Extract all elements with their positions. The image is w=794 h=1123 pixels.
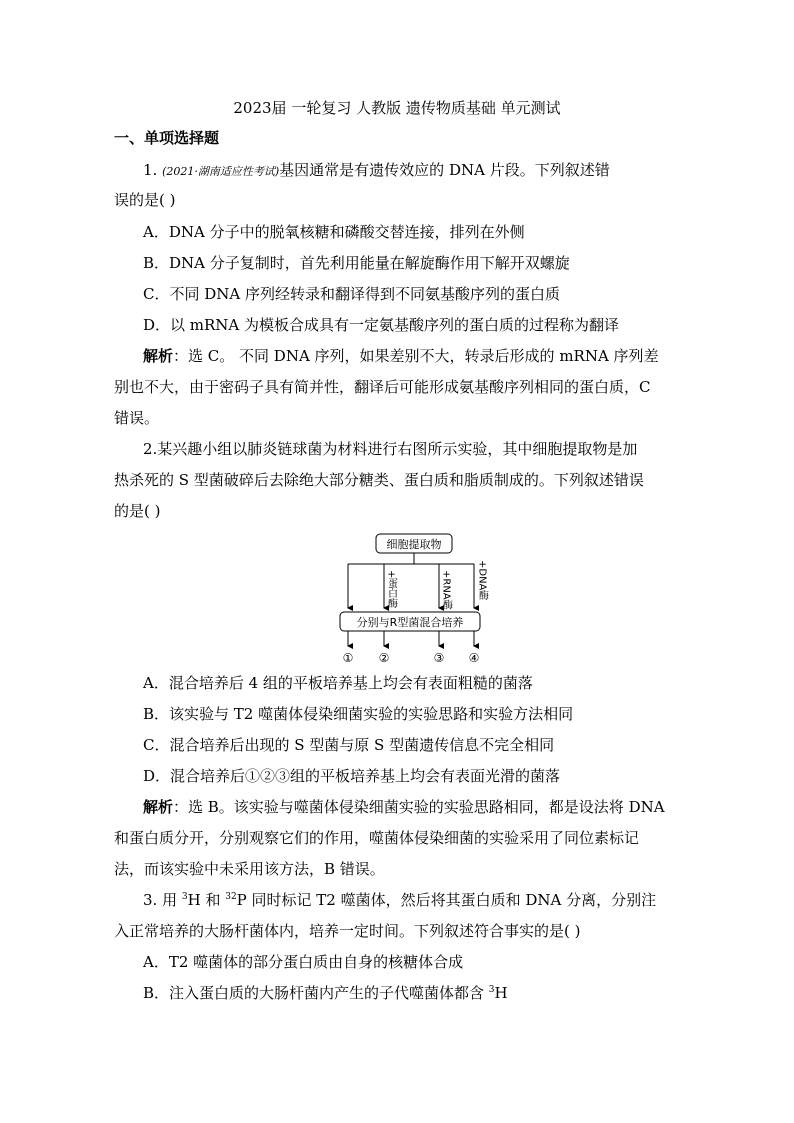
question-1-stem xyxy=(143,160,709,182)
branch-label-rnase: +RNA酶 xyxy=(440,570,452,610)
question-3-stem-1 xyxy=(143,890,709,910)
experiment-diagram-svg xyxy=(336,530,506,668)
output-label-2: ② xyxy=(378,651,390,665)
top-box-label: 细胞提取物 xyxy=(386,538,442,551)
q3-option-b-text: B．注入蛋白质的大肠杆菌内产生的子代噬菌体都含 xyxy=(143,984,489,1002)
output-label-3: ③ xyxy=(433,651,445,665)
q3-option-b-sup: 3 xyxy=(488,985,495,995)
q3-sup-p: 32 xyxy=(225,892,237,902)
q2-option-b: B．该实验与 T2 噬菌体侵染细菌实验的实验思路和实验方法相同 xyxy=(143,705,574,723)
q2-option-c: C．混合培养后出现的 S 型菌与原 S 型菌遗传信息不完全相同 xyxy=(143,736,555,754)
q1-option-a: A．DNA 分子中的脱氧核糖和磷酸交替连接，排列在外侧 xyxy=(143,223,525,241)
q3-sup-h: 3 xyxy=(181,892,188,902)
q2-analysis-1 xyxy=(143,797,709,817)
page-title: 2023届 一轮复习 人教版 遗传物质基础 单元测试 xyxy=(233,99,561,117)
question-1-source: (2021·湖南适应性考试) xyxy=(162,165,280,178)
output-label-4: ④ xyxy=(468,651,480,665)
q1-option-c: C．不同 DNA 序列经转录和翻译得到不同氨基酸序列的蛋白质 xyxy=(143,285,560,303)
branch-label-protease: +蛋白酶 xyxy=(385,570,397,609)
q2-analysis-label: 解析 xyxy=(143,798,174,816)
q2-analysis-3: 法，而该实验中未采用该方法，B 错误。 xyxy=(114,860,385,878)
q1-analysis-label: 解析 xyxy=(143,347,174,365)
q1-analysis-1 xyxy=(143,346,709,366)
q3-text-b: H 和 xyxy=(187,891,226,909)
q2-analysis-2: 和蛋白质分开，分别观察它们的作用，噬菌体侵染细菌的实验采用了同位素标记 xyxy=(114,829,640,847)
q1-option-d: D．以 mRNA 为模板合成具有一定氨基酸序列的蛋白质的过程称为翻译 xyxy=(143,316,620,334)
q3-option-b xyxy=(143,983,709,1003)
q3-text-c: P 同时标记 T2 噬菌体，然后将其蛋白质和 DNA 分离，分别注 xyxy=(236,891,657,909)
q1-analysis-3: 错误。 xyxy=(114,409,160,427)
branch-label-dnase: +DNA酶 xyxy=(476,560,488,601)
q3-option-a: A．T2 噬菌体的部分蛋白质由自身的核糖体合成 xyxy=(143,953,464,971)
question-1-number: 1. xyxy=(143,161,158,179)
q2-analysis-text: ：选 B。该实验与噬菌体侵染细菌实验的实验思路相同，都是设法将 DNA xyxy=(173,798,665,816)
question-2-stem-3: 的是( ) xyxy=(114,502,161,520)
question-1-stem-cont: 误的是( ) xyxy=(114,191,176,209)
question-2-stem-1: 2.某兴趣小组以肺炎链球菌为材料进行右图所示实验，其中细胞提取物是加 xyxy=(143,440,638,458)
q1-option-b: B．DNA 分子复制时，首先利用能量在解旋酶作用下解开双螺旋 xyxy=(143,254,570,272)
question-1-text: 基因通常是有遗传效应的 DNA 片段。下列叙述错 xyxy=(279,161,610,179)
q3-text-a: 3. 用 xyxy=(143,891,182,909)
section-heading: 一、单项选择题 xyxy=(114,129,220,147)
question-3-stem-2: 入正常培养的大肠杆菌体内，培养一定时间。下列叙述符合事实的是( ) xyxy=(114,922,581,940)
bottom-box-label: 分别与R型菌混合培养 xyxy=(356,616,464,629)
q1-analysis-text: ：选 C。 不同 DNA 序列，如果差别不大，转录后形成的 mRNA 序列差 xyxy=(173,347,659,365)
q2-option-d: D．混合培养后①②③组的平板培养基上均会有表面光滑的菌落 xyxy=(143,767,561,785)
experiment-diagram xyxy=(336,530,506,668)
q1-analysis-2: 别也不大，由于密码子具有简并性，翻译后可能形成氨基酸序列相同的蛋白质，C xyxy=(114,378,651,396)
question-2-stem-2: 热杀死的 S 型菌破碎后去除绝大部分糖类、蛋白质和脂质制成的。下列叙述错误 xyxy=(114,471,644,489)
q3-option-b-end: H xyxy=(494,984,508,1002)
q2-option-a: A．混合培养后 4 组的平板培养基上均会有表面粗糙的菌落 xyxy=(143,674,533,692)
output-label-1: ① xyxy=(342,651,354,665)
